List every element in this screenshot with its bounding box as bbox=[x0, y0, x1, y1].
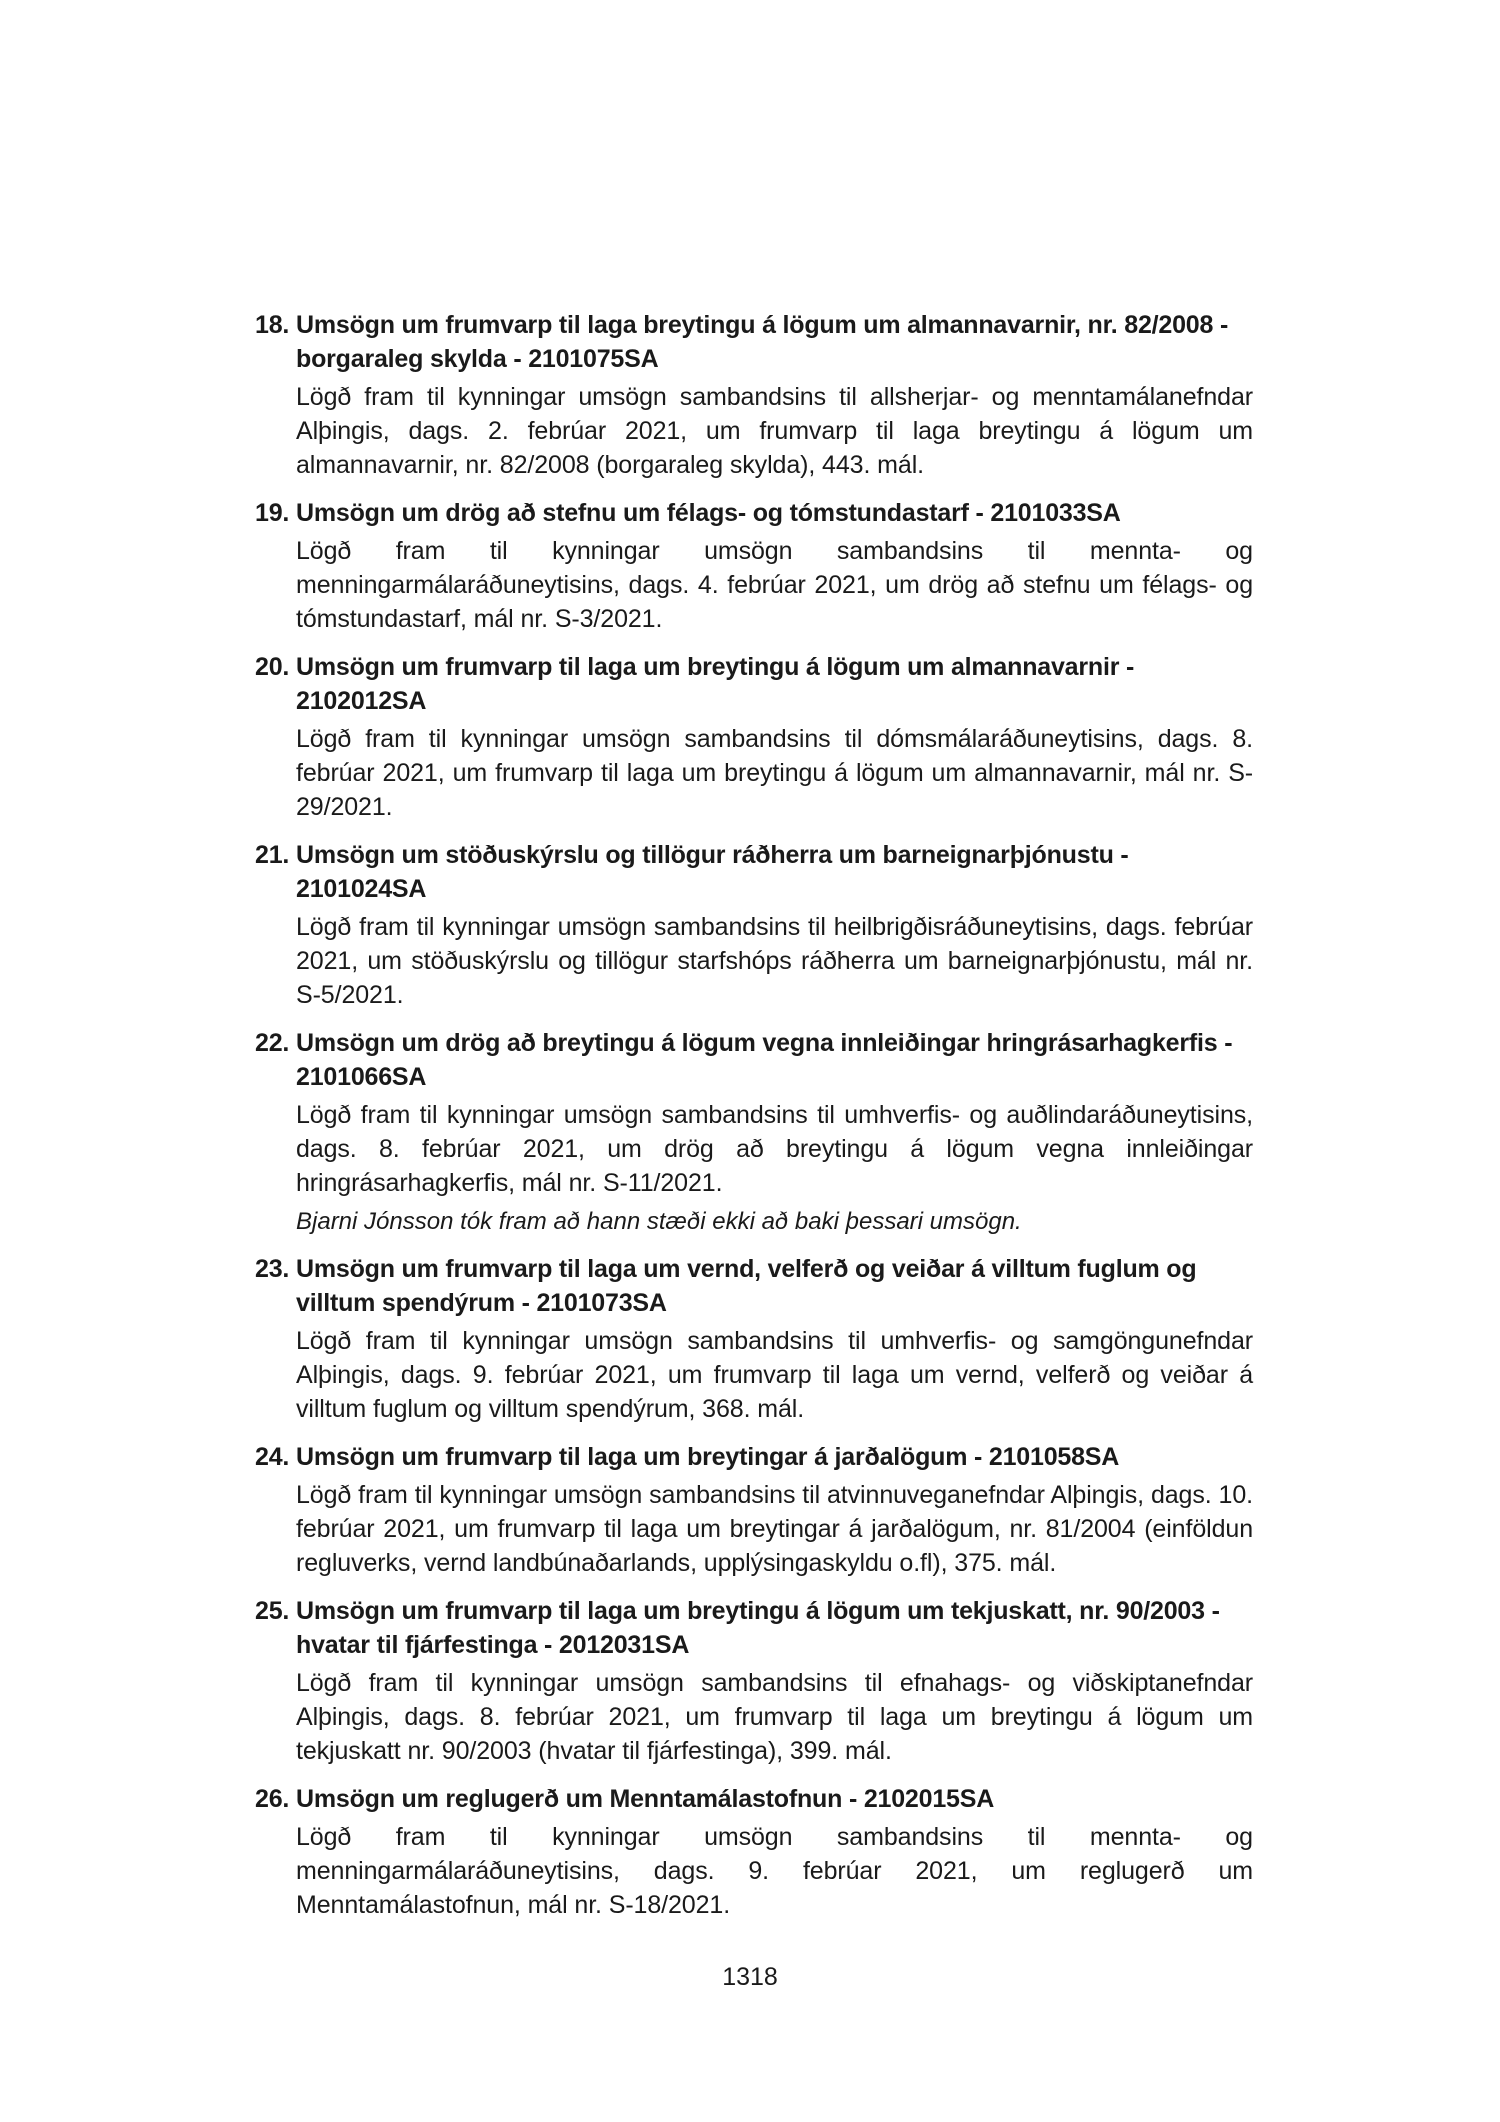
item-heading bbox=[255, 1252, 1253, 1320]
agenda-item-26 bbox=[255, 1782, 1253, 1922]
item-title: Umsögn um frumvarp til laga um breytingu á lögum um almannavarnir - 2102012SA bbox=[296, 653, 1135, 715]
agenda-item-22 bbox=[255, 1026, 1253, 1238]
item-title: Umsögn um drög að stefnu um félags- og tómstundastarf - 2101033SA bbox=[296, 499, 1121, 527]
agenda-item-21 bbox=[255, 838, 1253, 1012]
item-title: Umsögn um frumvarp til laga um vernd, velferð og veiðar á villtum fuglum og villtum spendýrum - 2101073SA bbox=[296, 1255, 1197, 1317]
item-number: 24. bbox=[255, 1443, 290, 1471]
item-title: Umsögn um frumvarp til laga um breytingar á jarðalögum - 2101058SA bbox=[296, 1443, 1120, 1471]
item-title: Umsögn um reglugerð um Menntamálastofnun - 2102015SA bbox=[296, 1785, 995, 1813]
item-body: Lögð fram til kynningar umsögn sambandsins til allsherjar- og menntamálanefndar Alþingis, dags. 2. febrúar 2021, um frumvarp til laga breytingu á lögum um almannavarnir, nr. 82/2008 (borgaraleg skylda), 443. mál. bbox=[296, 383, 1253, 479]
item-note: Bjarni Jónsson tók fram að hann stæði ekki að baki þessari umsögn. bbox=[296, 1208, 1022, 1235]
item-title: Umsögn um drög að breytingu á lögum vegna innleiðingar hringrásarhagkerfis - 2101066SA bbox=[296, 1029, 1233, 1091]
item-heading bbox=[255, 838, 1253, 906]
item-body: Lögð fram til kynningar umsögn sambandsins til heilbrigðisráðuneytisins, dags. febrúar 2021, um stöðuskýrslu og tillögur starfshóps ráðherra um barneignarþjónustu, mál nr. S-5/2021. bbox=[296, 913, 1253, 1009]
agenda-item-18 bbox=[255, 308, 1253, 482]
item-title: Umsögn um stöðuskýrslu og tillögur ráðherra um barneignarþjónustu - 2101024SA bbox=[296, 841, 1129, 903]
item-heading bbox=[255, 1594, 1253, 1662]
item-body: Lögð fram til kynningar umsögn sambandsins til umhverfis- og samgöngunefndar Alþingis, dags. 9. febrúar 2021, um frumvarp til laga um vernd, velferð og veiðar á villtum fuglum og villtum spendýrum, 368. mál. bbox=[296, 1327, 1253, 1423]
agenda-item-24 bbox=[255, 1440, 1253, 1580]
agenda-item-23 bbox=[255, 1252, 1253, 1426]
item-heading bbox=[255, 1782, 1253, 1816]
item-body: Lögð fram til kynningar umsögn sambandsins til atvinnuveganefndar Alþingis, dags. 10. febrúar 2021, um frumvarp til laga um breytingar á jarðalögum, nr. 81/2004 (einföldun regluverks, vernd landbúnaðarlands, upplýsingaskyldu o.fl), 375. mál. bbox=[296, 1481, 1253, 1577]
item-number: 23. bbox=[255, 1255, 290, 1283]
item-body: Lögð fram til kynningar umsögn sambandsins til umhverfis- og auðlindaráðuneytisins, dags. 8. febrúar 2021, um drög að breytingu á lögum vegna innleiðingar hringrásarhagkerfis, mál nr. S-11/2021. bbox=[296, 1101, 1253, 1197]
agenda-item-25 bbox=[255, 1594, 1253, 1768]
agenda-item-19 bbox=[255, 496, 1253, 636]
page-number: 1318 bbox=[722, 1963, 778, 1991]
item-body: Lögð fram til kynningar umsögn sambandsins til dómsmálaráðuneytisins, dags. 8. febrúar 2021, um frumvarp til laga um breytingu á lögum um almannavarnir, mál nr. S-29/2021. bbox=[296, 725, 1253, 821]
item-number: 18. bbox=[255, 311, 290, 339]
item-heading bbox=[255, 308, 1253, 376]
item-body: Lögð fram til kynningar umsögn sambandsins til mennta- og menningarmálaráðuneytisins, dags. 4. febrúar 2021, um drög að stefnu um félags- og tómstundastarf, mál nr. S-3/2021. bbox=[296, 537, 1253, 633]
item-number: 25. bbox=[255, 1597, 290, 1625]
item-heading bbox=[255, 650, 1253, 718]
item-body: Lögð fram til kynningar umsögn sambandsins til efnahags- og viðskiptanefndar Alþingis, dags. 8. febrúar 2021, um frumvarp til laga um breytingu á lögum um tekjuskatt nr. 90/2003 (hvatar til fjárfestinga), 399. mál. bbox=[296, 1669, 1253, 1765]
item-number: 20. bbox=[255, 653, 290, 681]
agenda-item-20 bbox=[255, 650, 1253, 824]
item-title: Umsögn um frumvarp til laga um breytingu á lögum um tekjuskatt, nr. 90/2003 - hvatar til fjárfestinga - 2012031SA bbox=[296, 1597, 1220, 1659]
document-body bbox=[255, 308, 1253, 1936]
item-body: Lögð fram til kynningar umsögn sambandsins til mennta- og menningarmálaráðuneytisins, dags. 9. febrúar 2021, um reglugerð um Menntamálastofnun, mál nr. S-18/2021. bbox=[296, 1823, 1253, 1919]
item-number: 21. bbox=[255, 841, 290, 869]
item-heading bbox=[255, 1026, 1253, 1094]
item-heading bbox=[255, 1440, 1253, 1474]
item-number: 22. bbox=[255, 1029, 290, 1057]
item-number: 26. bbox=[255, 1785, 290, 1813]
item-title: Umsögn um frumvarp til laga breytingu á lögum um almannavarnir, nr. 82/2008 - borgaraleg skylda - 2101075SA bbox=[296, 311, 1229, 373]
item-number: 19. bbox=[255, 499, 290, 527]
item-heading bbox=[255, 496, 1253, 530]
